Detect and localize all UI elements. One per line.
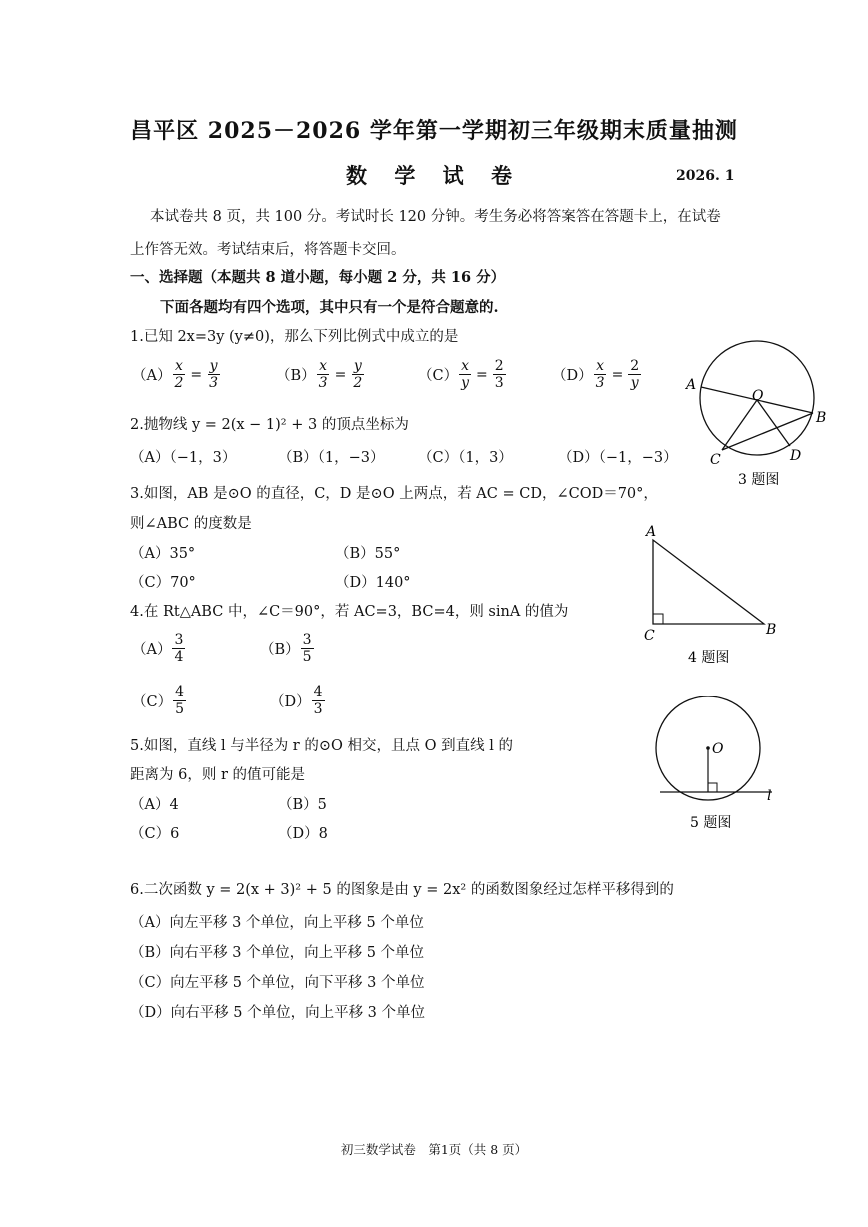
q3-option-c: （C）70° — [130, 575, 196, 591]
q3-label-b: B — [816, 410, 827, 426]
equals-sign: = — [190, 366, 203, 383]
equals-sign: = — [611, 366, 624, 383]
q1-d-left-frac: $\frac{x}{3}$ — [595, 358, 605, 391]
section1-note: 下面各题均有四个选项，其中只有一个是符合题意的. — [160, 299, 499, 316]
q3-label-o: O — [752, 388, 764, 404]
q3-option-a: （A）35° — [130, 546, 196, 562]
q4-a-frac: $\frac{3}{4}$ — [174, 632, 184, 665]
q1-option-d-label: （D） — [552, 368, 593, 384]
q3-option-b: （B）55° — [335, 546, 401, 562]
q5-figure — [650, 696, 790, 836]
intro-line-1: 本试卷共 8 页，共 100 分。考试时长 120 分钟。考生务必将答案答在答题卡上，在试卷 — [150, 209, 721, 225]
q1-option-c — [418, 358, 507, 391]
q4-d-frac: $\frac{4}{3}$ — [313, 684, 323, 717]
section1-heading: 一、选择题（本题共 8 道小题，每小题 2 分，共 16 分） — [130, 269, 506, 286]
q4-option-b — [260, 632, 315, 665]
q1-b-left-frac: $\frac{x}{3}$ — [318, 358, 328, 391]
q6-option-b: （B）向右平移 3 个单位，向上平移 5 个单位 — [130, 945, 425, 961]
q1-c-left-frac: $\frac{x}{y}$ — [461, 358, 470, 391]
q4-option-d — [270, 684, 326, 717]
q1-option-a-label: （A） — [132, 368, 172, 384]
q4-triangle — [653, 540, 764, 624]
q1-d-right-frac: $\frac{2}{y}$ — [630, 358, 640, 391]
q1-a-left-frac: $\frac{x}{2}$ — [174, 358, 184, 391]
q1-stem: 1.已知 2x=3y (y≠0)，那么下列比例式中成立的是 — [130, 329, 459, 345]
page-footer: 初三数学试卷 第1页（共 8 页） — [340, 1142, 528, 1157]
q4-stem: 4.在 Rt△ABC 中，∠C＝90°，若 AC=3，BC=4，则 sinA 的值为 — [130, 604, 569, 620]
q4-caption: 4 题图 — [688, 650, 730, 666]
q1-option-b — [276, 358, 365, 391]
q4-option-d-label: （D） — [270, 694, 311, 710]
q4-label-c: C — [644, 628, 655, 644]
q3-stem-2: 则∠ABC 的度数是 — [130, 516, 252, 532]
exam-date: 2026. 1 — [676, 168, 735, 184]
q2-option-c: （C）（1，3） — [418, 450, 513, 466]
q5-option-d: （D）8 — [278, 826, 328, 842]
q3-caption: 3 题图 — [738, 472, 780, 488]
q4-option-a — [132, 632, 186, 665]
q1-c-right-frac: $\frac{2}{3}$ — [494, 358, 504, 391]
q2-option-d: （D）（−1，−3） — [558, 450, 678, 466]
q1-option-c-label: （C） — [418, 368, 459, 384]
q5-option-c: （C）6 — [130, 826, 180, 842]
q3-label-d: D — [790, 448, 802, 464]
q6-option-d: （D）向右平移 5 个单位，向上平移 3 个单位 — [130, 1005, 426, 1021]
q4-c-frac: $\frac{4}{5}$ — [175, 684, 185, 717]
q6-stem: 6.二次函数 y = 2(x + 3)² + 5 的图象是由 y = 2x² 的函数图象经过怎样平移得到的 — [130, 882, 674, 898]
q3-figure — [680, 340, 830, 490]
q4-figure — [636, 520, 796, 670]
q3-stem-1: 3.如图，AB 是⊙O 的直径，C，D 是⊙O 上两点，若 AC = CD，∠COD＝70°， — [130, 486, 658, 502]
q4-right-angle-mark — [653, 614, 663, 624]
q4-option-c-label: （C） — [132, 694, 173, 710]
q1-option-a — [132, 358, 221, 391]
q1-option-b-label: （B） — [276, 368, 316, 384]
exam-subtitle: 数 学 试 卷 — [346, 163, 522, 188]
q4-option-b-label: （B） — [260, 642, 300, 658]
intro-line-2: 上作答无效。考试结束后，将答题卡交回。 — [130, 242, 406, 258]
q5-option-b: （B）5 — [278, 797, 327, 813]
q5-caption: 5 题图 — [690, 815, 732, 831]
q4-option-c — [132, 684, 187, 717]
q3-label-a: A — [686, 377, 697, 393]
q4-option-a-label: （A） — [132, 642, 172, 658]
q2-option-a: （A）（−1，3） — [130, 450, 237, 466]
q6-option-c: （C）向左平移 5 个单位，向下平移 3 个单位 — [130, 975, 425, 991]
q5-center-point — [706, 746, 710, 750]
q3-label-c: C — [710, 452, 721, 468]
exam-title: 昌平区 2025－2026 学年第一学期初三年级期末质量抽测 — [130, 118, 738, 144]
equals-sign: = — [476, 366, 488, 383]
q5-label-o: O — [712, 741, 724, 757]
q5-right-angle-mark — [708, 783, 717, 792]
q3-option-d: （D）140° — [335, 575, 411, 591]
q4-b-frac: $\frac{3}{5}$ — [302, 632, 312, 665]
q6-option-a: （A）向左平移 3 个单位，向上平移 5 个单位 — [130, 915, 424, 931]
q2-stem: 2.抛物线 y = 2(x − 1)² + 3 的顶点坐标为 — [130, 417, 409, 433]
q5-label-l: l — [767, 788, 772, 804]
q4-label-a: A — [646, 524, 657, 540]
q4-label-b: B — [766, 622, 777, 638]
q1-a-right-frac: $\frac{y}{3}$ — [209, 358, 219, 391]
q2-option-b: （B）（1，−3） — [278, 450, 385, 466]
q1-option-d — [552, 358, 642, 391]
q5-option-a: （A）4 — [130, 797, 179, 813]
q5-stem-2: 距离为 6，则 r 的值可能是 — [130, 767, 305, 783]
q1-b-right-frac: $\frac{y}{2}$ — [353, 358, 363, 391]
equals-sign: = — [334, 366, 347, 383]
q5-stem-1: 5.如图，直线 l 与半径为 r 的⊙O 相交，且点 O 到直线 l 的 — [130, 738, 513, 754]
